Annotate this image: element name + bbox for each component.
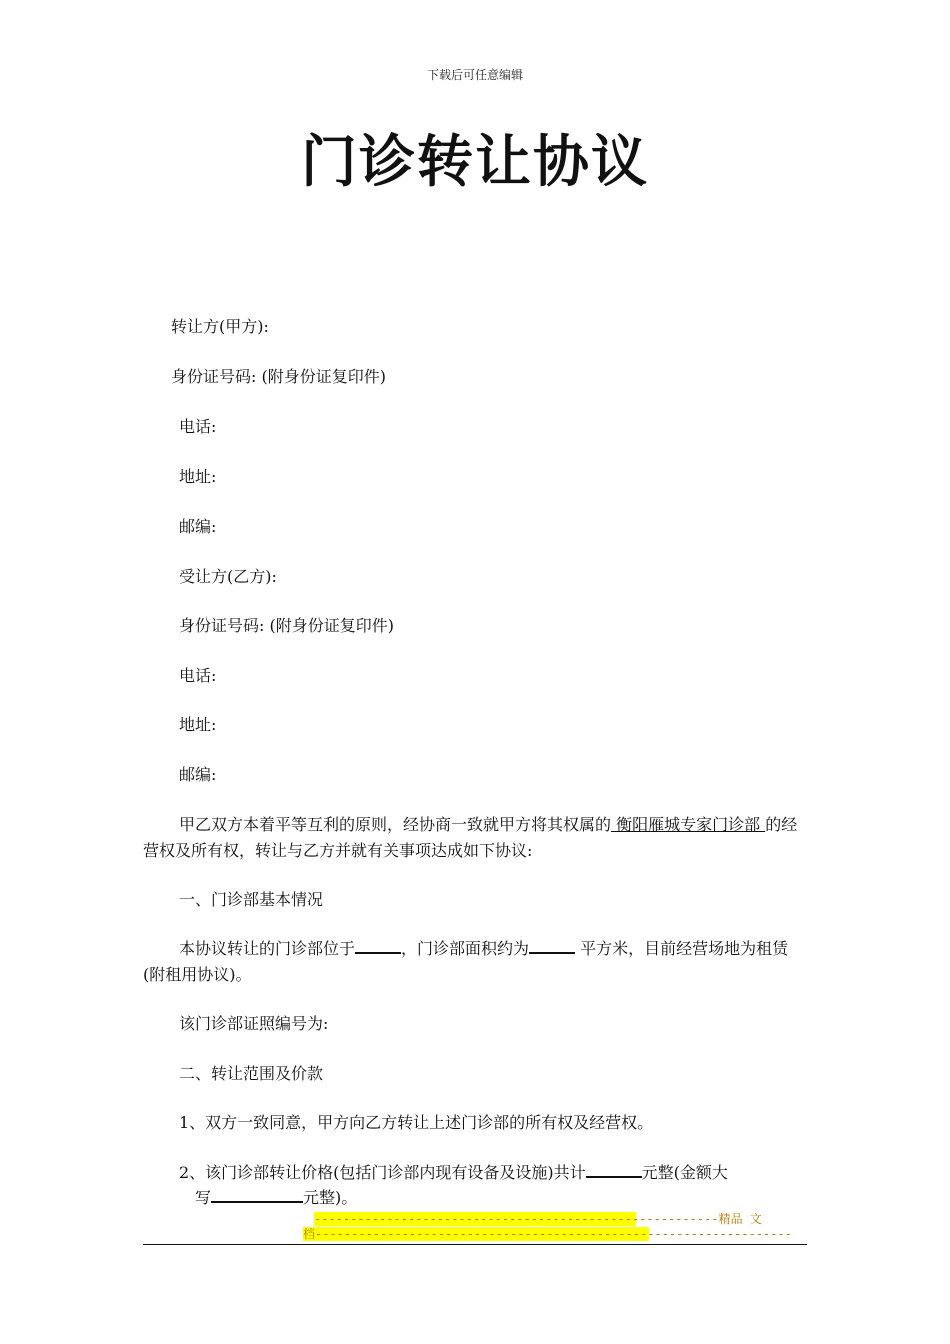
party-b-phone: 电话: [179, 666, 217, 685]
section2-item2-line2 [195, 1187, 357, 1209]
party-a-postcode: 邮编: [179, 517, 217, 536]
location-text-2: ，门诊部面积约为 [401, 939, 530, 958]
party-b-label: 受让方(乙方): [179, 567, 277, 586]
section2-item1: 1、双方一致同意，甲方向乙方转让上述门诊部的所有权及经营权。 [179, 1113, 654, 1132]
party-a-phone: 电话: [179, 417, 217, 436]
party-a-address: 地址: [179, 467, 217, 486]
section1-heading: 一、门诊部基本情况 [179, 890, 324, 909]
party-b-id: 身份证号码: (附身份证复印件) [179, 616, 394, 635]
area-blank [529, 938, 575, 954]
price-words-blank [211, 1187, 303, 1203]
footer-highlight-line2: 档------------------------------------------------------------------ [303, 1227, 792, 1241]
location-blank [355, 938, 401, 954]
intro-text-before: 甲乙双方本着平等互利的原则，经协商一致就甲方将其权属的 [179, 815, 612, 834]
party-b-address: 地址: [179, 715, 217, 734]
price-text-2: 元整(金额大 [641, 1163, 728, 1182]
header-note: 下载后可任意编辑 [426, 68, 523, 82]
license-label: 该门诊部证照编号为: [179, 1014, 329, 1033]
document-title: 门诊转让协议 [301, 130, 649, 195]
price-text-3: 写 [195, 1188, 212, 1207]
clinic-name: 衡阳雁城专家门诊部 [611, 815, 766, 834]
section2-item2-line1 [179, 1162, 728, 1184]
price-text-1: 2、该门诊部转让价格(包括门诊部内现有设备及设施)共计 [179, 1163, 586, 1182]
party-b-postcode: 邮编: [179, 765, 217, 784]
section2-heading: 二、转让范围及价款 [179, 1064, 324, 1083]
footer-rule [143, 1244, 807, 1245]
party-a-id: 身份证号码: (附身份证复印件) [171, 367, 386, 386]
footer-highlight-line1: --------------------------------------------------------精品 文 [314, 1212, 762, 1226]
location-text-3: 平方米，目前经营场地为租赁(附租用协议)。 [143, 939, 789, 984]
party-a-label: 转让方(甲方): [171, 317, 269, 336]
intro-paragraph [143, 812, 808, 864]
price-text-4: 元整)。 [303, 1188, 358, 1207]
location-text-1: 本协议转让的门诊部位于 [179, 939, 356, 958]
intro-text-after: 的经营权及所有权，转让与乙方并就有关事项达成如下协议: [143, 815, 798, 860]
price-blank [586, 1162, 642, 1178]
location-paragraph [143, 936, 808, 988]
